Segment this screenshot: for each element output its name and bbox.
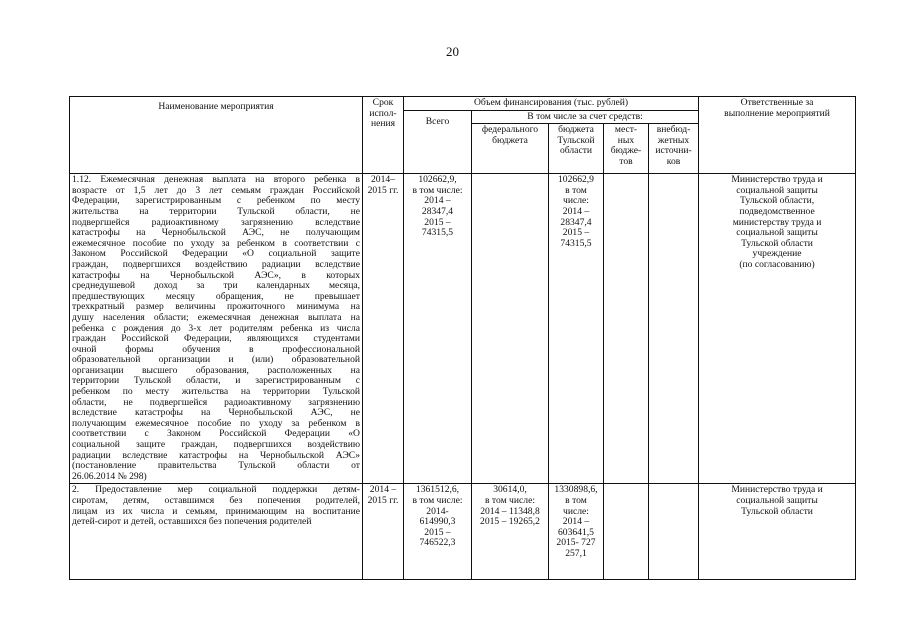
header-federal-cell: [472, 124, 549, 174]
row-local-cell: [604, 174, 649, 484]
cell-text-line: 257,1: [565, 547, 587, 559]
page-number: 20: [446, 44, 459, 59]
cell-text-line: 2014 – 11348,8: [480, 505, 540, 517]
cell-text-line: Тульской области,: [739, 195, 815, 207]
row-federal-cell: [472, 174, 549, 484]
row-extrabudget-cell: [649, 484, 699, 580]
header-regional-line: Тульской: [557, 134, 595, 146]
row-responsible-cell: [699, 484, 856, 580]
cell-text-line: очной формы обучения в профессиональной: [72, 343, 360, 355]
cell-text-line: 1330898,6,: [554, 484, 598, 496]
cell-text-line: организации высшего образования, расположенных на: [72, 364, 360, 376]
header-responsible-line: Ответственные за: [740, 97, 814, 108]
header-local-cell: [604, 124, 649, 174]
header-term-line: нения: [370, 118, 396, 130]
cell-text-line: Министерство труда и: [731, 174, 823, 186]
cell-text-line: в том: [565, 495, 587, 506]
cell-text-line: 2014 –: [562, 205, 590, 217]
cell-text-line: в том: [565, 184, 587, 196]
cell-text-line: социальной защиты: [736, 184, 818, 196]
cell-text-line: соответствии с Законом Российской Федерации «О: [72, 428, 360, 440]
header-local-line: ных: [617, 134, 635, 146]
cell-text-line: в том числе:: [484, 495, 535, 506]
cell-text-line: 2015 –: [562, 227, 590, 239]
cell-text-line: катастрофы на Чернобыльской АЭС», в которых: [72, 269, 360, 281]
cell-text-line: социальной защиты: [736, 495, 818, 506]
table-row: [70, 484, 856, 580]
cell-text-line: (по согласованию): [739, 258, 815, 270]
cell-text-line: среднедушевой доход за три календарных месяца,: [72, 280, 360, 292]
table-row: [70, 174, 856, 484]
cell-text-line: 102662,9: [558, 174, 594, 186]
header-regional-line: области: [559, 145, 593, 157]
cell-text-line: 746522,3: [419, 537, 456, 549]
cell-text-line: числе:: [563, 195, 589, 207]
row-regional-cell: [549, 174, 604, 484]
cell-text-line: лицам из их числа и семьям, принимающим на воспитание: [72, 505, 360, 517]
cell-text-line: 28347,4: [560, 216, 592, 228]
header-regional-cell: [549, 124, 604, 174]
cell-text-line: 2015 –: [424, 216, 451, 228]
row-local-cell: [604, 484, 649, 580]
cell-text-line: 30614,0,: [493, 484, 527, 496]
cell-text-line: министерству труда и: [732, 216, 822, 228]
cell-text-line: подведомственное: [739, 205, 815, 217]
cell-text-line: области, не подвергшейся радиоактивному загрязнению: [72, 396, 360, 408]
header-financing: Объем финансирования (тыс. рублей): [473, 97, 629, 108]
header-federal-line: бюджета: [492, 134, 528, 146]
cell-text-line: 2015 гг.: [367, 495, 399, 506]
row-extrabudget-cell: [649, 174, 699, 484]
header-total: Всего: [425, 115, 450, 127]
cell-text-line: жительства на территории Тульской области, не: [72, 205, 360, 217]
header-responsible-cell: [699, 97, 856, 174]
row-responsible-cell: [699, 174, 856, 484]
row-name-cell: [70, 484, 363, 580]
cell-text-line: катастрофы на Чернобыльской АЭС, не получающим: [72, 227, 360, 239]
financing-table: [69, 96, 856, 580]
row-term-cell: [363, 484, 404, 580]
cell-text-line: граждан, подвергшихся воздействию радиации вследствие: [72, 258, 360, 270]
cell-text-line: вследствие катастрофы на Чернобыльской АЭС, не: [72, 407, 360, 419]
header-name-cell: [70, 97, 363, 174]
header-name: Наименование мероприятия: [158, 101, 274, 112]
cell-text-line: в том числе:: [412, 184, 463, 196]
cell-text-line: 2014 –: [424, 195, 451, 207]
header-local-line: мест-: [614, 124, 638, 136]
cell-text-line: детей-сирот и детей, оставшихся без попечения родителей: [72, 516, 312, 528]
cell-text-line: Законом Российской Федерации «О социальной защите: [72, 248, 360, 260]
cell-text-line: граждан Российской Федерации, являющихся студентами: [72, 333, 360, 345]
cell-text-line: 1361512,6,: [415, 484, 460, 496]
cell-text-line: возрасте от 1,5 лет до 3 лет семьям граждан Российской: [72, 184, 360, 196]
cell-text-line: Тульской области: [741, 237, 813, 249]
cell-text-line: числе:: [563, 505, 589, 517]
header-term-line: Срок: [372, 97, 394, 108]
cell-text-line: ребенком по месту жительства на территории Тульской: [72, 386, 360, 398]
cell-text-line: 28347,4: [421, 205, 454, 217]
cell-text-line: трехкратный размер величины прожиточного минимума на: [72, 301, 360, 313]
cell-text-line: сиротам, детям, оставшимся без попечения родителей,: [72, 495, 360, 506]
header-term-cell: [363, 97, 404, 174]
cell-text-line: 2014 –: [562, 516, 590, 528]
cell-text-line: 2015 – 19265,2: [480, 516, 540, 528]
cell-text-line: 2015- 727: [556, 537, 596, 549]
cell-text-line: 1.12. Ежемесячная денежная выплата на второго ребенка в: [72, 174, 360, 186]
cell-text-line: социальной защиты: [736, 227, 818, 239]
header-regional-line: бюджета: [558, 124, 594, 136]
header-local-line: бюдже-: [610, 145, 642, 157]
cell-text-line: предшествующих месяцу обращения, не превышает: [72, 290, 360, 302]
cell-text-line: душу населения области; ежемесячная денежная выплата на: [72, 311, 360, 323]
cell-text-line: 74315,5: [560, 237, 592, 249]
row-name-cell: [70, 174, 363, 484]
row-regional-cell: [549, 484, 604, 580]
cell-text-line: Министерство труда и: [731, 484, 823, 496]
cell-text-line: социальной защите граждан, подвергшихся воздействию: [72, 439, 360, 451]
header-local-line: тов: [619, 155, 633, 167]
cell-text-line: Федерации, зарегистрированным с ребенком по месту: [72, 195, 360, 207]
cell-text-line: 2014 –: [369, 484, 397, 496]
header-extrabudget-cell: [649, 124, 699, 174]
header-sources: В том числе за счет средств:: [527, 110, 643, 122]
cell-text-line: Тульской области: [741, 505, 813, 517]
cell-text-line: 102662,9,: [418, 174, 457, 186]
cell-text-line: 2015 гг.: [367, 184, 399, 196]
row-total-cell: [404, 484, 472, 580]
cell-text-line: территории Тульской области, и зарегистрированным с: [72, 375, 360, 387]
cell-text-line: 74315,5: [421, 227, 454, 239]
cell-text-line: 603641,5: [558, 526, 594, 538]
header-extrabudget-line: внебюд-: [656, 124, 691, 136]
cell-text-line: получающим ежемесячное пособие по уходу за ребенком в: [72, 417, 360, 429]
cell-text-line: 2014-: [426, 505, 449, 517]
cell-text-line: 2. Предоставление мер социальной поддержки детям-: [72, 484, 360, 496]
cell-text-line: ребенка с рождения до 3-х лет родителям ребенка из числа: [72, 322, 360, 334]
cell-text-line: в том числе:: [412, 495, 463, 506]
cell-text-line: 2015 –: [424, 526, 451, 538]
header-term-line: испол-: [369, 107, 397, 119]
row-total-cell: [404, 174, 472, 484]
cell-text-line: подвергшейся радиоактивному загрязнению вследствие: [72, 216, 360, 228]
header-extrabudget-line: жетных: [657, 134, 690, 146]
header-federal-line: федерального: [481, 124, 539, 136]
row-federal-cell: [472, 484, 549, 580]
cell-text-line: 26.06.2014 № 298): [72, 470, 147, 482]
row-term-cell: [363, 174, 404, 484]
header-responsible-line: выполнение мероприятий: [724, 107, 830, 119]
cell-text-line: образовательной организации и (или) образовательной: [72, 354, 360, 366]
header-total-cell: [404, 110, 472, 174]
cell-text-line: радиации вследствие катастрофы на Чернобыльской АЭС»: [72, 449, 360, 461]
header-financing-cell: [404, 97, 699, 111]
cell-text-line: (постановление правительства Тульской области от: [72, 460, 360, 472]
header-sources-cell: [472, 110, 699, 124]
cell-text-line: учреждение: [752, 248, 802, 260]
cell-text-line: 614990,3: [419, 516, 456, 528]
header-extrabudget-line: ков: [666, 155, 681, 167]
cell-text-line: ежемесячное пособие по уходу за ребенком в соответствии с: [72, 237, 360, 249]
header-row-1: [70, 97, 856, 111]
header-extrabudget-line: источни-: [655, 145, 692, 157]
cell-text-line: 2014–: [371, 174, 395, 186]
